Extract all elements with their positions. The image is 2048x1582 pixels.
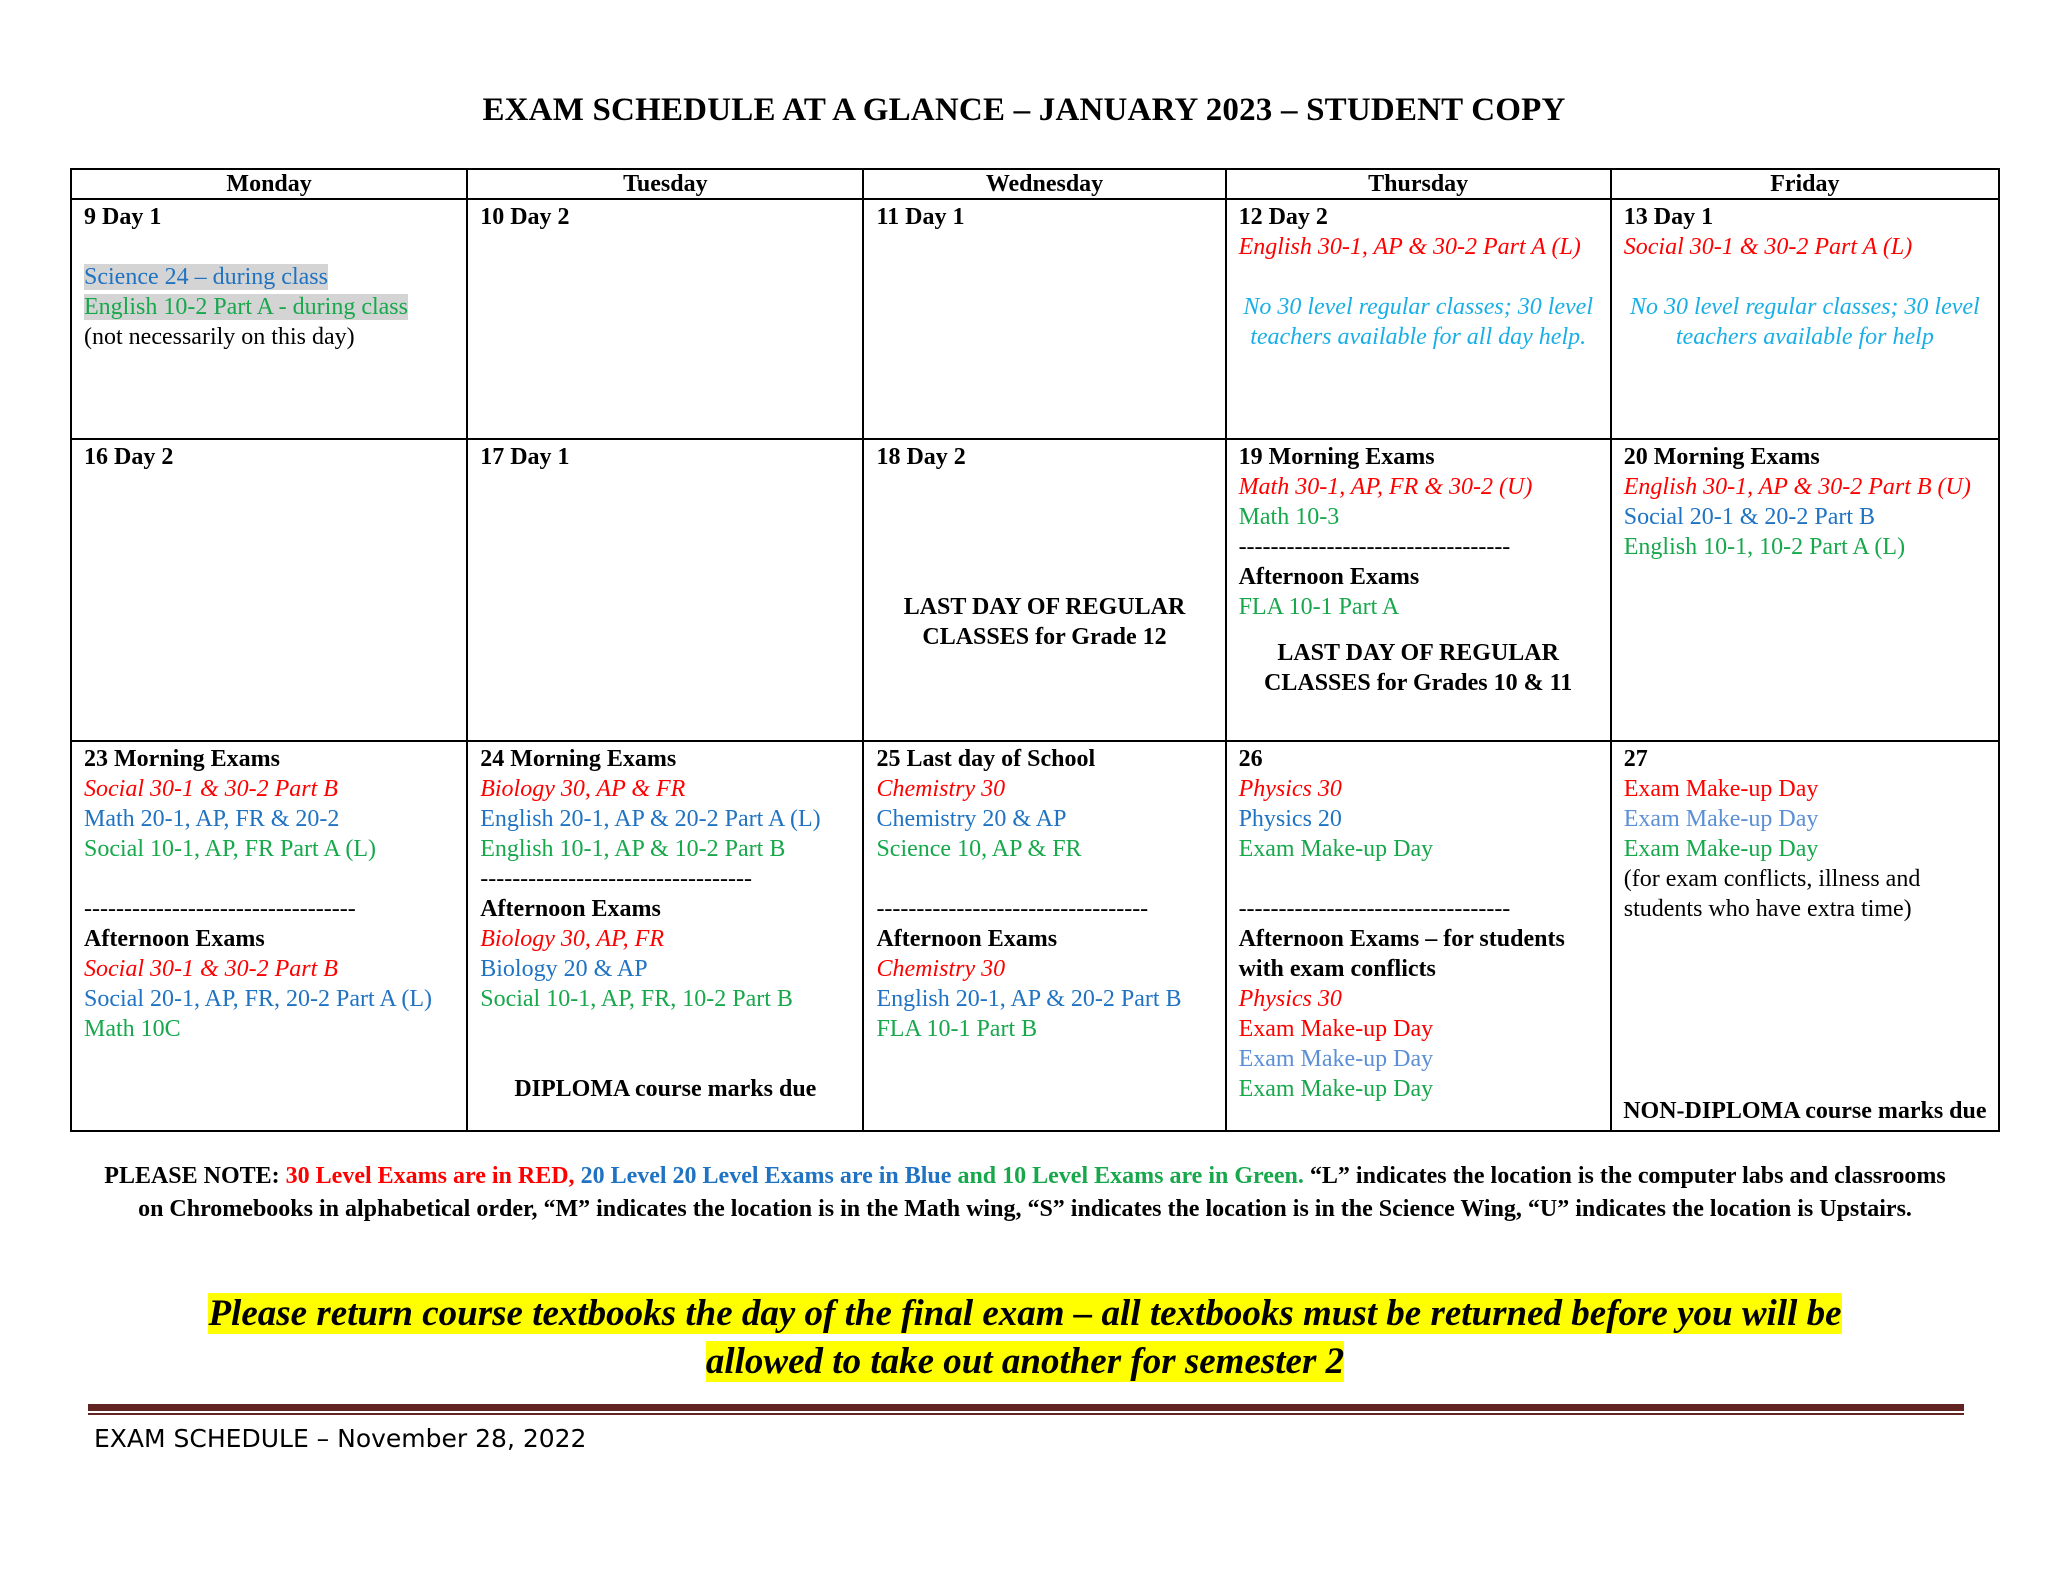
exam-level-30: English 30-1, AP & 30-2 Part B (U) (1623, 474, 1971, 500)
exam-level-10: English 10-1, AP & 10-2 Part B (480, 836, 786, 862)
session-separator: ---------------------------------- (480, 866, 752, 892)
afternoon-exams-label: Afternoon Exams (1238, 564, 1420, 590)
exam-level-30: Biology 30, AP, FR (480, 926, 664, 952)
day-header: 24 Morning Exams (480, 746, 677, 772)
weekday-thursday: Thursday (1226, 169, 1611, 199)
week-row (71, 439, 1999, 741)
day-cell-25 (863, 741, 1225, 1131)
exam-level-30: Social 30-1 & 30-2 Part B (84, 956, 338, 982)
exam-level-20: Chemistry 20 & AP (876, 806, 1067, 832)
footer-text: EXAM SCHEDULE – November 28, 2022 (94, 1424, 587, 1453)
exam-level-10: Science 10, AP & FR (876, 836, 1082, 862)
day-cell-17 (467, 439, 863, 741)
week-row (71, 741, 1999, 1131)
exam-level-20: Math 20-1, AP, FR & 20-2 (84, 806, 340, 832)
note-red-level: 30 Level Exams are in RED, (285, 1163, 581, 1189)
exam-level-30: Social 30-1 & 30-2 Part B (84, 776, 338, 802)
exam-calendar (70, 168, 2000, 1132)
exam-level-10: Math 10C (84, 1016, 181, 1042)
exam-level-20: Physics 20 (1238, 806, 1342, 832)
exam-level-30: Chemistry 30 (876, 776, 1006, 802)
weekday-header-row (71, 169, 1999, 199)
day-cell-10 (467, 199, 863, 439)
exam-level-20: Social 20-1, AP, FR, 20-2 Part A (L) (84, 986, 433, 1012)
exam-level-10: Social 10-1, AP, FR Part A (L) (84, 836, 377, 862)
weekday-friday: Friday (1611, 169, 1999, 199)
day-cell-26 (1226, 741, 1611, 1131)
day-header: 18 Day 2 (876, 444, 966, 470)
day-header: 20 Morning Exams (1623, 444, 1820, 470)
cell-note: (for exam conflicts, illness and students who have extra time) (1623, 866, 1921, 922)
reminder-line-1: Please return course textbooks the day of the final exam – all textbooks must be returned before you will be (208, 1293, 1842, 1334)
exam-level-30: Math 30-1, AP, FR & 30-2 (U) (1238, 474, 1533, 500)
day-cell-20 (1611, 439, 1999, 741)
exam-level-30: Biology 30, AP & FR (480, 776, 686, 802)
exam-level-10: English 10-1, 10-2 Part A (L) (1623, 534, 1906, 560)
session-separator: ---------------------------------- (1238, 534, 1511, 560)
note-location-codes: “L” indicates the location is the computer labs and classrooms on Chromebooks in alphabetical order, “M” indicates the location is in the Math wing, “S” indicates the location is in the Science Wing, “U” indicates the location is Upstairs. (138, 1163, 1946, 1222)
notice-last-day-grades-10-11: LAST DAY OF REGULAR CLASSES for Grades 10 & 11 (1264, 640, 1573, 696)
exam-level-20: Biology 20 & AP (480, 956, 648, 982)
notice-diploma-marks-due: DIPLOMA course marks due (514, 1076, 817, 1102)
exam-level-10: FLA 10-1 Part B (876, 1016, 1038, 1042)
note-prefix: PLEASE NOTE: (104, 1163, 286, 1189)
weekday-wednesday: Wednesday (863, 169, 1225, 199)
textbook-reminder (90, 1290, 1960, 1386)
week-row (71, 199, 1999, 439)
weekday-monday: Monday (71, 169, 467, 199)
day-cell-27 (1611, 741, 1999, 1131)
day-cell-11 (863, 199, 1225, 439)
footer-rule-thick (88, 1404, 1964, 1411)
notice-last-day-grade-12: LAST DAY OF REGULAR CLASSES for Grade 12 (903, 594, 1186, 650)
exam-level-20: English 20-1, AP & 20-2 Part B (876, 986, 1182, 1012)
day-header: 19 Morning Exams (1238, 444, 1435, 470)
exam-level-30: English 30-1, AP & 30-2 Part A (L) (1238, 234, 1581, 260)
makeup-level-30: Exam Make-up Day (1238, 1016, 1434, 1042)
day-cell-16 (71, 439, 467, 741)
makeup-level-20: Exam Make-up Day (1238, 1046, 1434, 1072)
day-header: 25 Last day of School (876, 746, 1096, 772)
day-cell-13 (1611, 199, 1999, 439)
day-header: 17 Day 1 (480, 444, 570, 470)
info-note: No 30 level regular classes; 30 level teachers available for all day help. (1243, 294, 1593, 350)
afternoon-exams-label: Afternoon Exams (480, 896, 661, 922)
cell-note: (not necessarily on this day) (84, 324, 355, 350)
day-header: 9 Day 1 (84, 204, 162, 230)
weekday-tuesday: Tuesday (467, 169, 863, 199)
day-header: 12 Day 2 (1238, 204, 1328, 230)
day-cell-18 (863, 439, 1225, 741)
exam-level-20: English 20-1, AP & 20-2 Part A (L) (480, 806, 821, 832)
page-title: EXAM SCHEDULE AT A GLANCE – JANUARY 2023 – STUDENT COPY (482, 92, 1566, 128)
day-header: 10 Day 2 (480, 204, 570, 230)
exam-level-30: Physics 30 (1238, 986, 1342, 1012)
day-header: 23 Morning Exams (84, 746, 281, 772)
exam-level-30: Social 30-1 & 30-2 Part A (L) (1623, 234, 1913, 260)
note-blue-level: 20 Level 20 Level Exams are in Blue (580, 1163, 958, 1189)
afternoon-exams-label: Afternoon Exams – for students with exam conflicts (1238, 926, 1565, 982)
exam-level-20: Social 20-1 & 20-2 Part B (1623, 504, 1876, 530)
day-cell-23 (71, 741, 467, 1131)
makeup-level-30: Exam Make-up Day (1623, 776, 1819, 802)
day-cell-9 (71, 199, 467, 439)
exam-level-10: Social 10-1, AP, FR, 10-2 Part B (480, 986, 793, 1012)
exam-level-10: Exam Make-up Day (1238, 836, 1434, 862)
exam-level-30: Chemistry 30 (876, 956, 1006, 982)
exam-level-10: English 10-2 Part A - during class (84, 294, 408, 320)
day-cell-12 (1226, 199, 1611, 439)
afternoon-exams-label: Afternoon Exams (84, 926, 265, 952)
exam-level-20: Science 24 – during class (84, 264, 328, 290)
session-separator: ---------------------------------- (876, 896, 1149, 922)
day-header: 13 Day 1 (1623, 204, 1714, 230)
afternoon-exams-label: Afternoon Exams (876, 926, 1058, 952)
session-separator: ---------------------------------- (1238, 896, 1511, 922)
note-green-level: and 10 Level Exams are in Green. (957, 1163, 1304, 1189)
exam-level-30: Physics 30 (1238, 776, 1342, 802)
legend-note (90, 1160, 1960, 1226)
makeup-level-20: Exam Make-up Day (1623, 806, 1819, 832)
day-cell-24 (467, 741, 863, 1131)
day-header: 16 Day 2 (84, 444, 174, 470)
exam-level-10: Math 10-3 (1238, 504, 1340, 530)
day-header: 27 (1623, 746, 1648, 772)
info-note: No 30 level regular classes; 30 level teachers available for help (1630, 294, 1980, 350)
day-header: 26 (1238, 746, 1263, 772)
exam-level-10: FLA 10-1 Part A (1238, 594, 1400, 620)
day-cell-19 (1226, 439, 1611, 741)
footer-rule-thin (88, 1413, 1964, 1415)
session-separator: ---------------------------------- (84, 896, 356, 922)
reminder-line-2: allowed to take out another for semester 2 (705, 1341, 1345, 1382)
notice-non-diploma-marks-due: NON-DIPLOMA course marks due (1623, 1098, 1987, 1124)
makeup-level-10: Exam Make-up Day (1623, 836, 1819, 862)
makeup-level-10: Exam Make-up Day (1238, 1076, 1434, 1102)
day-header: 11 Day 1 (876, 204, 965, 230)
